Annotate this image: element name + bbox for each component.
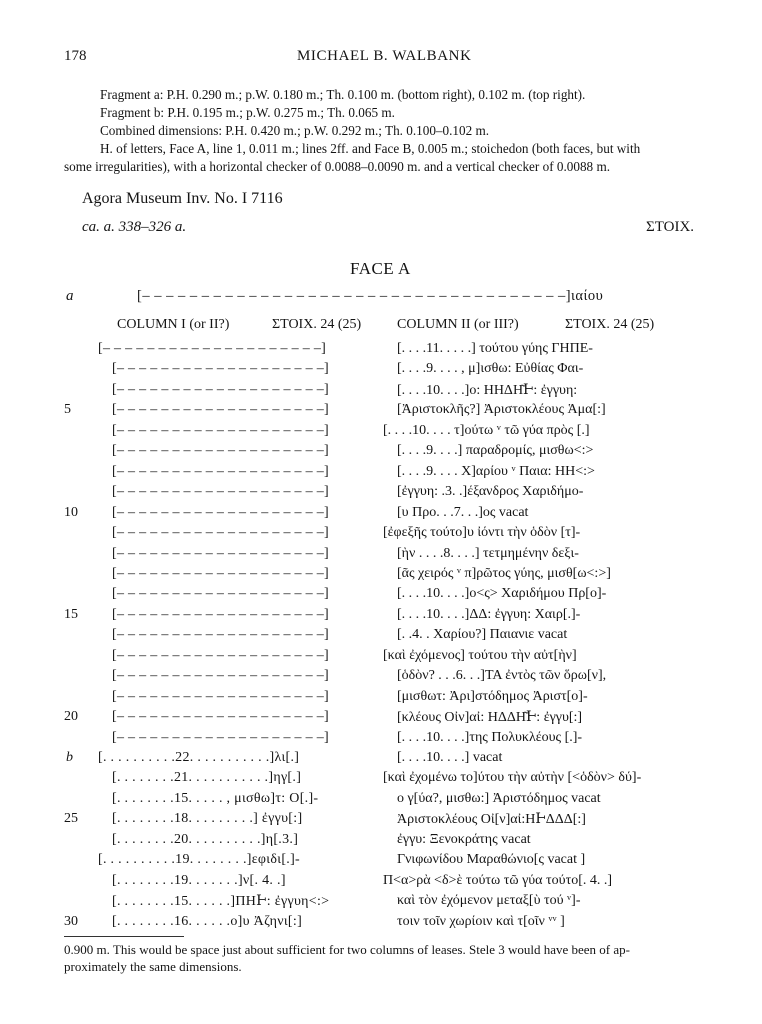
column-1-header: COLUMN I (or II?) bbox=[117, 317, 230, 332]
face-title: FACE A bbox=[350, 259, 411, 278]
column-1-text: [– – – – – – – – – – – – – – – – – – –] bbox=[112, 586, 330, 602]
text-line bbox=[0, 627, 762, 647]
column-1-text: [– – – – – – – – – – – – – – – – – – –] bbox=[112, 688, 330, 704]
column-1-text: [. . . . . . . . . .22. . . . . . . . . . .]λι[.] bbox=[98, 750, 300, 765]
column-1-text: [– – – – – – – – – – – – – – – – – – –] bbox=[112, 647, 330, 663]
column-1-text: [. . . . . . . .21. . . . . . . . . . .]ηγ[.] bbox=[112, 770, 302, 786]
museum-inventory: Agora Museum Inv. No. I 7116 bbox=[82, 190, 283, 207]
text-line bbox=[0, 484, 762, 504]
column-1-text: [– – – – – – – – – – – – – – – – – – –] bbox=[112, 545, 330, 561]
column-2-stoichedon: ΣΤΟΙΧ. 24 (25) bbox=[565, 317, 655, 332]
column-1-text: [– – – – – – – – – – – – – – – – – – –] bbox=[112, 565, 330, 581]
text-line bbox=[0, 361, 762, 381]
text-line bbox=[0, 525, 762, 545]
footnote-line-1: 0.900 m. This would be space just about sufficient for two columns of leases. Stele 3 would have been of ap- bbox=[64, 942, 630, 957]
text-line bbox=[0, 811, 762, 831]
column-1-text: [– – – – – – – – – – – – – – – – – – –] bbox=[112, 361, 330, 377]
fragment-a-text: [– – – – – – – – – – – – – – – – – – – – – – – – – – – – – – – – – – – –]ιαίου bbox=[137, 288, 604, 304]
column-1-text: [– – – – – – – – – – – – – – – – – – –] bbox=[112, 422, 330, 438]
column-1-text: [– – – – – – – – – – – – – – – – – – –] bbox=[112, 443, 330, 459]
column-1-text: [. . . . . . . .20. . . . . . . . . .]η[.3.] bbox=[112, 831, 299, 847]
text-line bbox=[0, 668, 762, 688]
text-line bbox=[0, 546, 762, 566]
page-number: 178 bbox=[64, 48, 87, 64]
column-1-text: [. . . . . . . .19. . . . . . .]ν[. 4. .] bbox=[112, 872, 286, 888]
text-line bbox=[0, 648, 762, 668]
line-number: 5 bbox=[64, 402, 71, 418]
line-number: 10 bbox=[64, 504, 78, 520]
fragment-a-dimensions: Fragment a: P.H. 0.290 m.; p.W. 0.180 m.; Th. 0.100 m. (bottom right), 0.102 m. (top right). bbox=[100, 87, 586, 102]
column-1-text: [. . . . . . . . . .19. . . . . . . .]εφιδι[.]- bbox=[98, 852, 300, 868]
column-1-text: [– – – – – – – – – – – – – – – – – – – –] bbox=[98, 341, 327, 356]
text-line bbox=[0, 832, 762, 852]
column-2-text: [. .4. . Χαρίου?] Παιανιε vacat bbox=[397, 627, 568, 643]
text-line bbox=[0, 505, 762, 525]
column-2-text: Π<α>ρὰ <δ>ὲ τούτω τῶ γύα τούτο[. 4. .] bbox=[383, 872, 613, 888]
column-2-text: [. . . .9. . . . , μ]ισθω: Εὐθίας Φαι- bbox=[397, 361, 584, 377]
text-line bbox=[0, 341, 762, 361]
column-1-text: [– – – – – – – – – – – – – – – – – – –] bbox=[112, 525, 330, 541]
column-2-text: [υ Προ. . .7. . .]ος vacat bbox=[397, 504, 529, 520]
text-line bbox=[0, 873, 762, 893]
text-line bbox=[0, 730, 762, 750]
date-line: ca. a. 338–326 a. bbox=[82, 219, 187, 235]
stoichedon-label: ΣΤΟΙΧ. bbox=[646, 219, 695, 235]
text-line bbox=[0, 750, 762, 770]
text-line bbox=[0, 402, 762, 422]
column-2-text: [ὴν . . . .8. . . .] τετμημένην δεξι- bbox=[397, 545, 579, 561]
column-2-text: [. . . .9. . . .] παραδρομίς, μισθω<:> bbox=[397, 443, 594, 459]
column-1-text: [– – – – – – – – – – – – – – – – – – –] bbox=[112, 729, 330, 745]
footnote-line-2: proximately the same dimensions. bbox=[64, 959, 242, 974]
column-1-text: [– – – – – – – – – – – – – – – – – – –] bbox=[112, 402, 330, 418]
column-1-text: [. . . . . . . .15. . . . . .]ΠΗͰ: ἐγγυη<:> bbox=[112, 894, 330, 910]
column-2-text: [. . . .10. . . .]της Πολυκλέους [.]- bbox=[397, 729, 583, 745]
column-2-text: τοιν τοῖν χωρίοιν καὶ τ[οῖν ᵛᵛ ] bbox=[397, 913, 565, 929]
text-line bbox=[0, 423, 762, 443]
column-2-text: [. . . .10. . . .]ΔΔ: ἐγγυη: Χαιρ[.]- bbox=[397, 606, 581, 622]
column-1-text: [– – – – – – – – – – – – – – – – – – –] bbox=[112, 709, 330, 725]
fragment-b-dimensions: Fragment b: P.H. 0.195 m.; p.W. 0.275 m.; Th. 0.065 m. bbox=[100, 105, 395, 120]
text-line bbox=[0, 443, 762, 463]
line-number: 20 bbox=[64, 709, 78, 725]
column-2-text: [ᾶς χειρός ᵛ π]ρῶτος γύης, μισθ[ω<:>] bbox=[397, 565, 611, 581]
column-1-text: [. . . . . . . .16. . . . . .ο]υ Ἀζηνι[:] bbox=[112, 913, 303, 929]
column-2-text: [κλέους Οἰν]αἰ: ΗΔΔΗ͂Ͱ: ἐγγυ[:] bbox=[397, 710, 583, 726]
column-2-header: COLUMN II (or III?) bbox=[397, 317, 519, 332]
column-1-text: [– – – – – – – – – – – – – – – – – – –] bbox=[112, 627, 330, 643]
column-1-text: [– – – – – – – – – – – – – – – – – – –] bbox=[112, 381, 330, 397]
text-line bbox=[0, 709, 762, 729]
column-2-text: ο γ[ύα?, μισθω:] Ἀριστόδημος vacat bbox=[397, 790, 601, 806]
column-2-text: [μισθωτ: Ἀρι]στόδημος Ἀριστ[ο]- bbox=[397, 688, 588, 704]
column-2-text: [. . . .10. . . .] vacat bbox=[397, 750, 503, 765]
fragment-a-label: a bbox=[66, 288, 74, 304]
column-2-text: καὶ τὸν ἐχόμενον μεταξ[ὺ τού ᵛ]- bbox=[397, 893, 581, 909]
column-2-text: Γνιφωνίδου Μαραθώνιο[ς vacat ] bbox=[397, 852, 586, 868]
footnote-rule bbox=[64, 936, 184, 937]
text-line bbox=[0, 893, 762, 913]
column-1-text: [– – – – – – – – – – – – – – – – – – –] bbox=[112, 668, 330, 684]
line-number: 30 bbox=[64, 913, 78, 929]
column-2-text: ἐγγυ: Ξενοκράτης vacat bbox=[397, 831, 531, 847]
column-2-text: [ὁδὸν? . . .6. . .]ΤΑ ἐντὸς τῶν ὅρω[ν], bbox=[397, 668, 607, 684]
column-1-text: [. . . . . . . .15. . . . . , μισθω]τ: Ο[.]- bbox=[112, 790, 319, 806]
text-line bbox=[0, 791, 762, 811]
column-2-text: [. . . .10. . . .]ο<ς> Χαριδήμου Πρ[ο]- bbox=[397, 586, 607, 602]
text-line bbox=[0, 852, 762, 872]
text-line bbox=[0, 770, 762, 790]
text-line bbox=[0, 914, 762, 934]
column-2-text: [καὶ ἐχομένω το]ύτου τὴν αὐτὴν [<ὁδὸν> δύ]- bbox=[383, 770, 642, 786]
text-line bbox=[0, 382, 762, 402]
column-1-text: [– – – – – – – – – – – – – – – – – – –] bbox=[112, 504, 330, 520]
line-number: 15 bbox=[64, 606, 78, 622]
text-line bbox=[0, 586, 762, 606]
column-2-text: [Ἀριστοκλῆς?] Ἀριστοκλέους Ἁμα[:] bbox=[397, 402, 606, 418]
fragment-label: b bbox=[66, 750, 73, 765]
column-1-text: [– – – – – – – – – – – – – – – – – – –] bbox=[112, 484, 330, 500]
column-2-text: [. . . .9. . . . Χ]αρίου ᵛ Παια: ΗΗ<:> bbox=[397, 463, 595, 479]
column-1-stoichedon: ΣΤΟΙΧ. 24 (25) bbox=[272, 317, 362, 332]
column-1-text: [– – – – – – – – – – – – – – – – – – –] bbox=[112, 463, 330, 479]
line-number: 25 bbox=[64, 811, 78, 827]
running-head: MICHAEL B. WALBANK bbox=[297, 48, 472, 64]
text-line bbox=[0, 464, 762, 484]
letter-heights-cont: some irregularities), with a horizontal checker of 0.0088–0.0090 m. and a vertical checker of 0.0088 m. bbox=[64, 159, 610, 174]
column-2-text: [καὶ ἐχόμενος] τούτου τὴν αὐτ[ὴν] bbox=[383, 647, 577, 663]
column-2-text: [ἐγγυη: .3. .]έξανδρος Χαριδήμο- bbox=[397, 484, 584, 500]
column-1-text: [– – – – – – – – – – – – – – – – – – –] bbox=[112, 606, 330, 622]
letter-heights: H. of letters, Face A, line 1, 0.011 m.; lines 2ff. and Face B, 0.005 m.; stoichedon (both faces, but with bbox=[100, 141, 641, 156]
column-2-text: Ἀριστοκλέους Οἰ[ν]αἰ:ΗͰΔΔΔ[:] bbox=[397, 812, 586, 828]
column-2-text: [. . . .10. . . .]ο: ΗΗΔΗ͂Ͱ: ἐγγυη: bbox=[397, 382, 578, 398]
combined-dimensions: Combined dimensions: P.H. 0.420 m.; p.W. 0.292 m.; Th. 0.100–0.102 m. bbox=[100, 123, 490, 138]
column-2-text: [ἐφεξῆς τούτο]υ ἰόντι τὴν ὁδὸν [τ]- bbox=[383, 525, 581, 541]
column-2-text: [. . . .11. . . . .] τούτου γύης ΓΗΠΕ- bbox=[397, 341, 593, 356]
text-line bbox=[0, 607, 762, 627]
column-1-text: [. . . . . . . .18. . . . . . . . .] ἐγγυ[:] bbox=[112, 811, 303, 827]
column-2-text: [. . . .10. . . . τ]ούτω ᵛ τῶ γύα πρὸς [.] bbox=[383, 422, 590, 438]
text-line bbox=[0, 566, 762, 586]
text-line bbox=[0, 689, 762, 709]
